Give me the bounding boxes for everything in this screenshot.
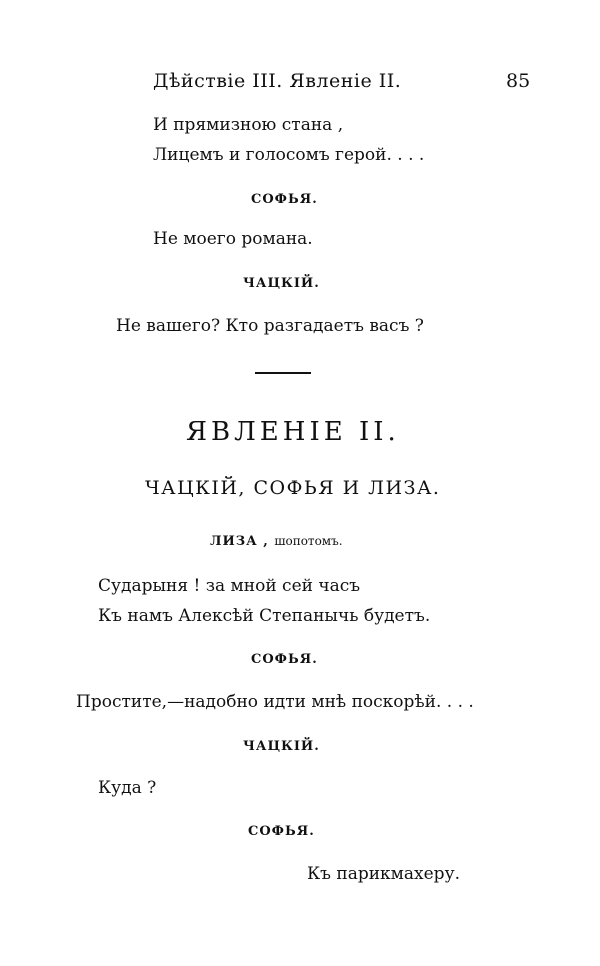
cast-list: ЧАЦКІЙ, СОФЬЯ И ЛИЗА. [145,477,441,499]
stage-direction: шопотомъ. [274,534,343,548]
section-divider [255,372,311,374]
verse-line-5: Сударыня ! за мной сей часъ [98,576,361,596]
verse-line-3: Не моего романа. [153,229,313,249]
speaker-chatsky-2: ЧАЦКІЙ. [243,739,320,754]
speaker-liza [210,535,343,548]
speaker-sofya-3: СОФЬЯ. [248,824,315,839]
verse-line-9: Къ парикмахеру. [307,864,460,884]
speaker-chatsky-1: ЧАЦКІЙ. [243,276,320,291]
page-number: 85 [506,70,531,92]
speaker-sofya-1: СОФЬЯ. [251,192,318,207]
verse-line-7: Простите,—надобно идти мнѣ поскорѣй. . . . [76,692,474,712]
speaker-sofya-2: СОФЬЯ. [251,652,318,667]
verse-line-2: Лицемъ и голосомъ герой. . . . [153,145,425,165]
verse-line-6: Къ намъ Алексѣй Степанычь будетъ. [98,606,431,626]
speaker-liza-name: ЛИЗА , [210,534,269,549]
verse-line-8: Куда ? [98,778,157,798]
scene-title: ЯВЛЕНІЕ II. [186,417,400,447]
running-head: Дѣйствіе III. Явленіе II. [153,70,402,92]
verse-line-1: И прямизною стана , [153,115,344,135]
verse-line-4: Не вашего? Кто разгадаетъ васъ ? [116,316,424,336]
